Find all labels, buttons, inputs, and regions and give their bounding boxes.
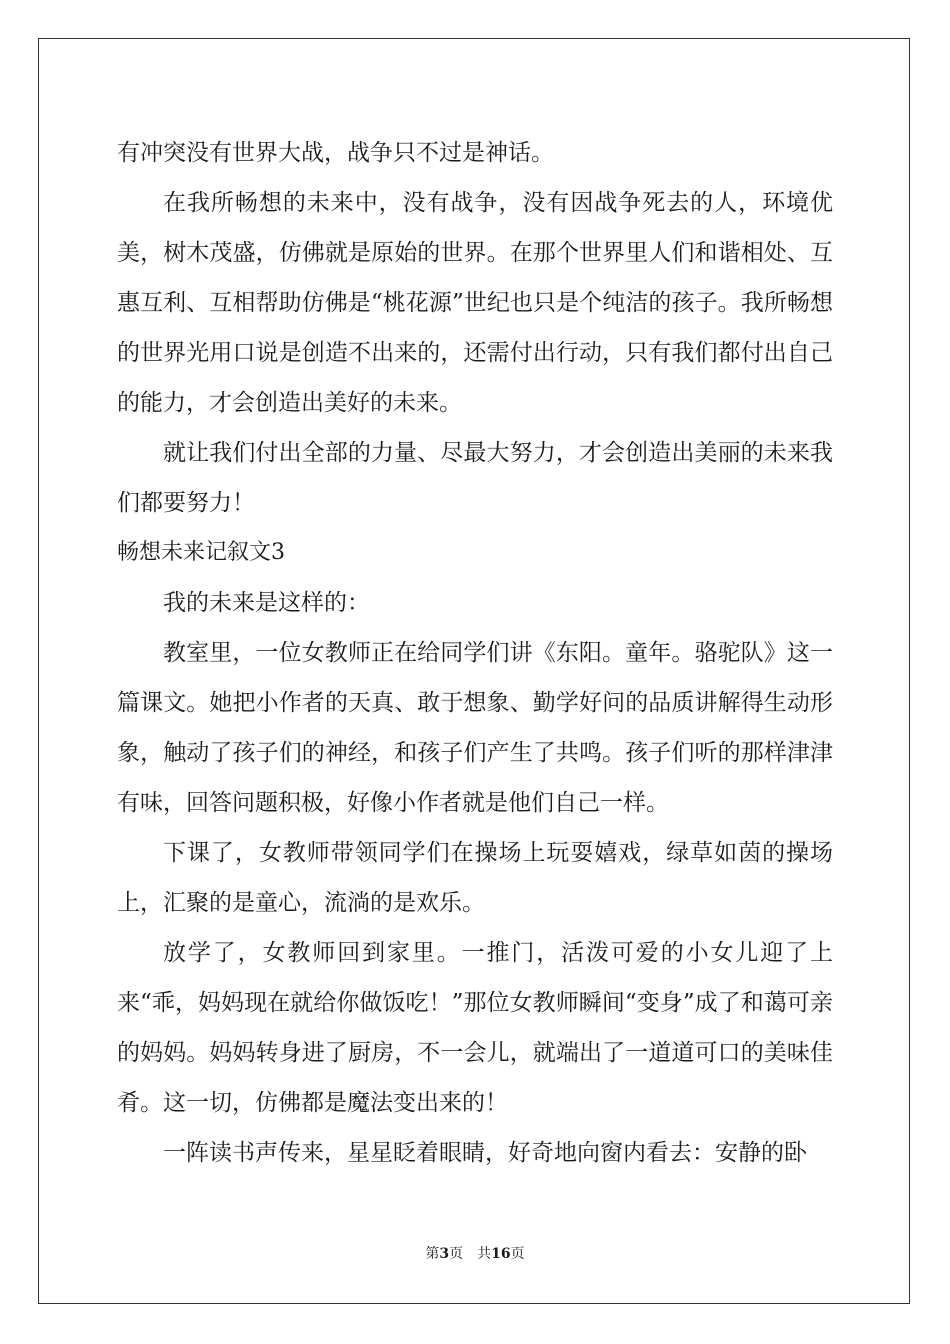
section-heading: 畅想未来记叙文3	[117, 540, 285, 565]
paragraph: 我的未来是这样的：	[163, 590, 370, 616]
paragraph: 放学了，女教师回到家里。一推门，活泼可爱的小女儿迎了上来“乖，妈妈现在就给你做饭吃！”那位女教师瞬间“变身”成了和蔼可亲的妈妈。妈妈转身进了厨房，不一会儿，就端出了一道道可口的美味佳肴。这一切，仿佛都是魔法变出来的！	[117, 940, 833, 1116]
page-footer	[0, 1244, 950, 1264]
footer-page-number: 3	[439, 1246, 450, 1262]
footer-page-suffix: 页	[449, 1246, 464, 1262]
footer-page-prefix: 第	[425, 1246, 440, 1262]
footer-total-suffix: 页	[510, 1246, 525, 1262]
document-body	[117, 128, 833, 1178]
paragraph: 下课了，女教师带领同学们在操场上玩耍嬉戏，绿草如茵的操场上，汇聚的是童心，流淌的是欢乐。	[117, 840, 833, 916]
paragraph: 在我所畅想的未来中，没有战争，没有因战争死去的人，环境优美，树木茂盛，仿佛就是原始的世界。在那个世界里人们和谐相处、互惠互利、互相帮助仿佛是“桃花源”世纪也只是个纯洁的孩子。我所畅想的世界光用口说是创造不出来的，还需付出行动，只有我们都付出自己的能力，才会创造出美好的未来。	[117, 190, 833, 416]
footer-total-pages: 16	[491, 1246, 511, 1262]
paragraph: 有冲突没有世界大战，战争只不过是神话。	[117, 140, 554, 166]
paragraph: 教室里，一位女教师正在给同学们讲《东阳。童年。骆驼队》这一篇课文。她把小作者的天真、敢于想象、勤学好问的品质讲解得生动形象，触动了孩子们的神经，和孩子们产生了共鸣。孩子们听的那样津津有味，回答问题积极，好像小作者就是他们自己一样。	[117, 640, 833, 816]
paragraph: 就让我们付出全部的力量、尽最大努力，才会创造出美丽的未来我们都要努力！	[117, 440, 833, 516]
footer-total-prefix: 共	[477, 1246, 492, 1262]
paragraph: 一阵读书声传来，星星眨着眼睛，好奇地向窗内看去：安静的卧	[163, 1140, 807, 1166]
